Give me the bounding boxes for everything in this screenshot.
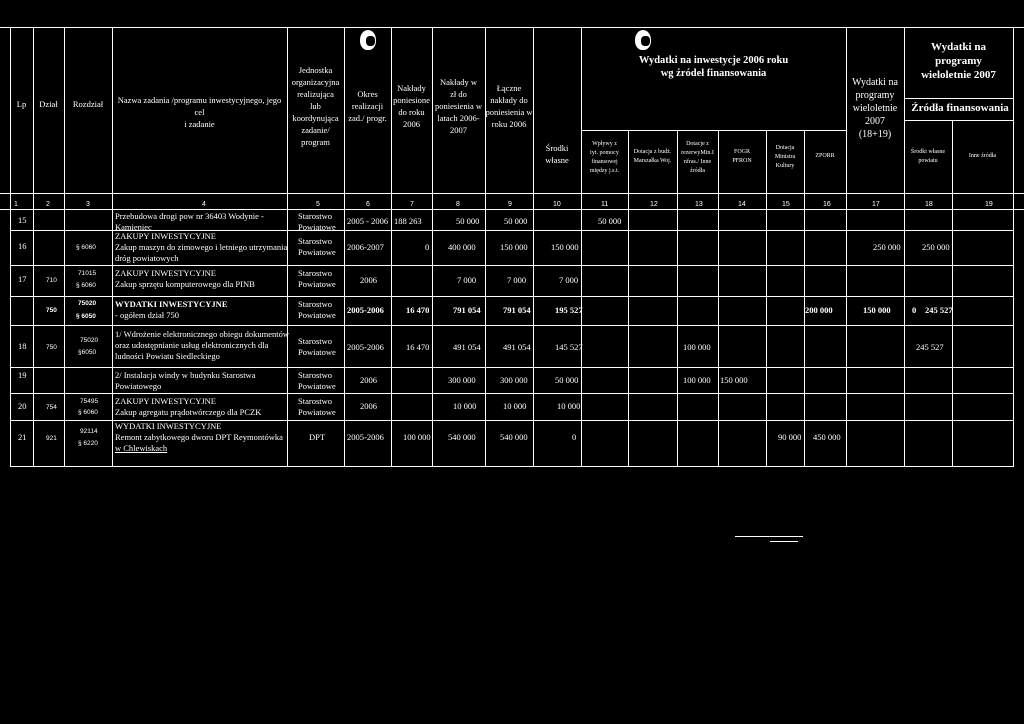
header-lp: Lp (16, 99, 27, 109)
cell-lp: 20 (18, 401, 27, 411)
col-number: 6 (366, 201, 370, 208)
cell-srodki: 195 527 (555, 305, 583, 315)
cell-inne: 245 527 (925, 305, 953, 315)
col-number: 17 (872, 201, 880, 208)
cell-powiatu: 0 (912, 305, 917, 315)
cell-unit: Starostwo Powiatowe (298, 370, 336, 391)
cell-wielo: 90 000 (778, 432, 802, 442)
header-fogr: FOGR PFRON (732, 149, 752, 164)
cell-srodki: 10 000 (557, 401, 581, 411)
header-okres: Okres realizacji zad./ progr. (348, 89, 387, 123)
cell-paragraf: § 6050 (76, 313, 96, 320)
cell-okres: 2006 (360, 275, 377, 285)
cell-naklady-do: 188 263 (394, 216, 422, 226)
header-wplywy: Wpływy z tyt. pomocy finansowej między j.s.t. (589, 141, 620, 174)
cell-inne: 245 527 (916, 342, 944, 352)
cell-unit: Starostwo Powiatowe (298, 268, 336, 289)
cell-laczne: 540 000 (500, 432, 528, 442)
cell-okres: 2006 (360, 401, 377, 411)
col-number: 5 (316, 201, 320, 208)
cell-zporr: 200 000 (805, 305, 833, 315)
header-inne-zrodla: Inne źródła (968, 153, 997, 159)
cell-okres: 2005 - 2006 (347, 216, 389, 226)
cell-dzial: 921 (46, 435, 57, 442)
cell-okres: 2006-2007 (347, 242, 384, 252)
header-srodki-wlasne: Środki własne (545, 143, 569, 165)
cell-naklady-do: 0 (425, 242, 430, 252)
cell-powiatu: 250 000 (922, 242, 950, 252)
cell-lp: 19 (18, 370, 27, 380)
cell-paragraf: § 6060 (76, 244, 96, 251)
header-jednostka: Jednostka organizacyjna realizująca lub koordynująca zadanie/ program (291, 65, 340, 147)
header-rozdzial: Rozdział (72, 99, 104, 109)
cell-unit: Starostwo Powiatowe (298, 336, 336, 357)
cell-lp: 16 (18, 241, 27, 251)
col-number: 8 (456, 201, 460, 208)
cell-name: 1/ Wdrożenie elektronicznego obiegu dokumentów oraz udostępnianie usług elektronicznych dla ludności Powiatu Siedleckiego (115, 329, 290, 361)
cell-naklady-do: 16 470 (406, 305, 430, 315)
cell-name: WYDATKI INWESTYCYJNE - ogółem dział 750 (115, 299, 228, 320)
header-naklady-w: Nakłady w zł do poniesienia w latach 2006- 2007 (435, 77, 482, 135)
cell-unit: Starostwo Powiatowe (298, 396, 336, 417)
col-number: 14 (738, 201, 746, 208)
cell-name: 2/ Instalacja windy w budynku Starostwa Powiatowego (115, 370, 256, 391)
col-number: 1 (14, 201, 18, 208)
cell-name: Przebudowa drogi pow nr 36403 Wodynie - Kamieniec (115, 211, 264, 232)
col-number: 2 (46, 201, 50, 208)
header-laczne: Łączne nakłady do poniesienia w roku 2006 (485, 83, 533, 129)
cell-lp: 21 (18, 432, 27, 442)
cell-rozdzial: 71015 (78, 270, 97, 277)
header-wydatki-2006: Wydatki na inwestycje 2006 roku wg źródeł finansowania (638, 55, 789, 79)
cell-powiatu: 450 000 (813, 432, 841, 442)
cell-naklady-w: 791 054 (453, 305, 481, 315)
header-dotacja-budz: Dotacja z budż. Marszałka Woj. (633, 149, 672, 164)
cell-rozdzial: 75020 (80, 337, 99, 344)
cell-okres: 2005-2006 (347, 342, 384, 352)
cell-paragraf: §6050 (78, 349, 97, 356)
cell-srodki: 145 527 (555, 342, 583, 352)
cell-srodki: 7 000 (559, 275, 579, 285)
cell-laczne: 791 054 (503, 305, 531, 315)
header-dzial: Dział (39, 99, 58, 109)
cell-wielo: 150 000 (863, 305, 891, 315)
cell-paragraf: § 6060 (78, 409, 98, 416)
cell-laczne: 10 000 (503, 401, 527, 411)
header-zporr: ZPORR (815, 153, 835, 159)
col-number: 4 (202, 201, 206, 208)
cell-naklady-w: 7 000 (457, 275, 477, 285)
cell-dzial: 750 (46, 307, 57, 314)
cell-dzial: 750 (46, 344, 57, 351)
cell-naklady-w: 50 000 (456, 216, 480, 226)
cell-wielo: 150 000 (720, 375, 748, 385)
cell-okres: 2005-2006 (347, 432, 384, 442)
cell-naklady-w: 400 000 (448, 242, 476, 252)
cell-laczne: 150 000 (500, 242, 528, 252)
header-srodki-powiatu: Środki własne powiatu (910, 149, 946, 164)
cell-unit: Starostwo Powiatowe (298, 211, 336, 232)
divider (735, 536, 803, 537)
cell-naklady-w: 300 000 (448, 375, 476, 385)
cell-laczne: 50 000 (504, 216, 528, 226)
cell-wplywy: 50 000 (598, 216, 622, 226)
cell-name: ZAKUPY INWESTYCYJNE Zakup maszyn do zimowego i letniego utrzymania dróg powiatowych (115, 231, 288, 263)
cell-naklady-w: 10 000 (453, 401, 477, 411)
col-number: 16 (823, 201, 831, 208)
cell-naklady-do: 100 000 (403, 432, 431, 442)
header-wydatki-wielo: Wydatki na programy wieloletnie 2007 (18+19) (852, 77, 898, 140)
cell-laczne: 7 000 (507, 275, 527, 285)
cell-rozdzial: 75020 (78, 300, 97, 307)
cell-rozdzial: 92114 (80, 428, 98, 435)
col-number: 18 (925, 201, 933, 208)
header-dotacja-rez: Dotacje z rezerwyMin.I nfras./ Inne źródła (681, 141, 714, 174)
col-number: 11 (601, 201, 609, 208)
cell-srodki: 0 (572, 432, 577, 442)
cell-unit: DPT (309, 432, 326, 442)
col-number: 13 (695, 201, 703, 208)
col-number: 9 (508, 201, 512, 208)
header-dotacja-min: Dotacja Ministra Kultury (774, 145, 796, 169)
divider (770, 541, 798, 542)
cell-okres: 2006 (360, 375, 377, 385)
cell-unit: Starostwo Powiatowe (298, 299, 336, 320)
cell-zporr: 100 000 (683, 375, 711, 385)
cell-naklady-w: 491 054 (453, 342, 481, 352)
cell-name: ZAKUPY INWESTYCYJNE Zakup sprzętu komputerowego dla PINB (115, 268, 255, 289)
cell-zporr: 100 000 (683, 342, 711, 352)
hole-punch-mark (360, 30, 376, 50)
col-number: 19 (985, 201, 993, 208)
cell-lp: 15 (18, 215, 27, 225)
cell-naklady-do: 16 470 (406, 342, 430, 352)
cell-name: WYDATKI INWESTYCYJNE Remont zabytkowego dworu DPT Reymontówka w Chlewiskach (115, 421, 283, 453)
col-number: 10 (553, 201, 561, 208)
header-zrodla: Źródła finansowania (911, 102, 1009, 114)
cell-lp: 17 (18, 274, 27, 284)
header-nazwa: Nazwa zadania /programu inwestycyjnego, jego cel i zadanie (117, 95, 282, 129)
hole-punch-mark (635, 30, 651, 50)
cell-laczne: 491 054 (503, 342, 531, 352)
cell-rozdzial: 75495 (80, 398, 99, 405)
cell-srodki: 150 000 (551, 242, 579, 252)
col-number: 3 (86, 201, 90, 208)
cell-paragraf: § 6220 (78, 440, 98, 447)
header-wydatki-programy: Wydatki na programy wieloletnie 2007 (921, 41, 996, 81)
cell-srodki: 50 000 (555, 375, 579, 385)
cell-laczne: 300 000 (500, 375, 528, 385)
col-number: 12 (650, 201, 658, 208)
cell-name: ZAKUPY INWESTYCYJNE Zakup agregatu prądotwórczego dla PCZK (115, 396, 262, 417)
header-naklady-do: Nakłady poniesione do roku 2006 (393, 83, 430, 129)
cell-paragraf: § 6060 (76, 282, 96, 289)
col-number: 7 (410, 201, 414, 208)
cell-lp: 18 (18, 341, 27, 351)
cell-okres: 2005-2006 (347, 305, 384, 315)
cell-naklady-w: 540 000 (448, 432, 476, 442)
cell-unit: Starostwo Powiatowe (298, 236, 336, 257)
cell-dzial: 710 (46, 277, 57, 284)
col-number: 15 (782, 201, 790, 208)
cell-dzial: 754 (46, 404, 57, 411)
cell-wielo: 250 000 (873, 242, 901, 252)
